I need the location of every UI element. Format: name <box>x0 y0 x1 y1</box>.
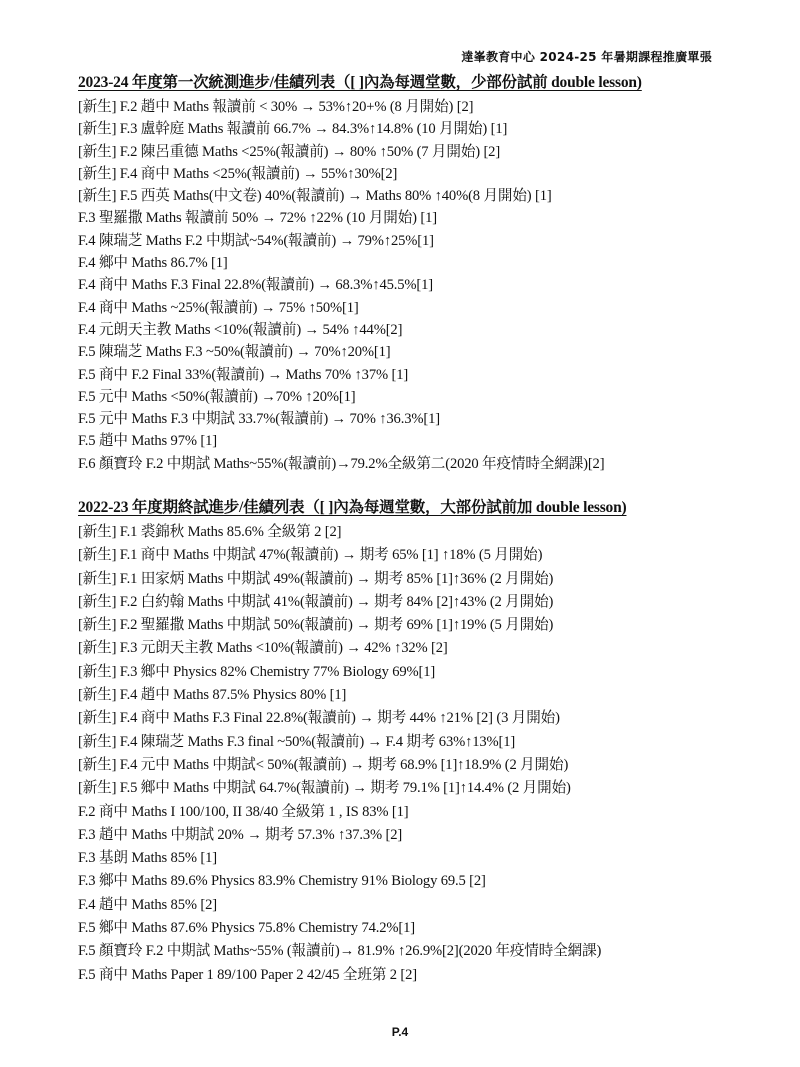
result-row: F.3 鄉中 Maths 89.6% Physics 83.9% Chemistry 91% Biology 69.5 [2] <box>78 873 486 890</box>
result-row: F.5 陳瑞芝 Maths F.3 ~50%(報讀前) → 70%↑20%[1] <box>78 344 391 361</box>
result-row: F.5 鄉中 Maths 87.6% Physics 75.8% Chemistry 74.2%[1] <box>78 920 415 937</box>
section-title: 2022-23 年度期終試進步/佳績列表（[ ]內為每週堂數，大部份試前加 double lesson) <box>78 499 627 516</box>
result-row: F.2 商中 Maths I 100/100, II 38/40 全級第 1 , IS 83% [1] <box>78 803 409 820</box>
result-row: F.3 趙中 Maths 中期試 20% → 期考 57.3% ↑37.3% [2] <box>78 826 403 843</box>
result-row: [新生] F.1 商中 Maths 中期試 47%(報讀前) → 期考 65% [1] ↑18% (5 月開始) <box>78 547 543 564</box>
section-title: 2023-24 年度第一次統測進步/佳績列表（[ ]內為每週堂數，少部份試前 double lesson) <box>78 74 642 91</box>
result-row: F.5 顏寶玲 F.2 中期試 Maths~55% (報讀前)→ 81.9% ↑26.9%[2](2020 年疫情時全網課) <box>78 943 602 960</box>
result-row: [新生] F.4 商中 Maths F.3 Final 22.8%(報讀前) → 期考 44% ↑21% [2] (3 月開始) <box>78 710 560 727</box>
result-row: F.4 商中 Maths ~25%(報讀前) → 75% ↑50%[1] <box>78 299 359 316</box>
result-row: [新生] F.3 盧幹庭 Maths 報讀前 66.7% → 84.3%↑14.8% (10 月開始) [1] <box>78 121 508 138</box>
result-row: F.5 商中 Maths Paper 1 89/100 Paper 2 42/45 全班第 2 [2] <box>78 966 417 983</box>
result-row: F.6 顏寶玲 F.2 中期試 Maths~55%(報讀前)→79.2%全級第二(2020 年疫情時全網課)[2] <box>78 455 605 472</box>
result-row: [新生] F.3 鄉中 Physics 82% Chemistry 77% Biology 69%[1] <box>78 663 436 680</box>
result-row: [新生] F.5 鄉中 Maths 中期試 64.7%(報讀前) → 期考 79.1% [1]↑14.4% (2 月開始) <box>78 780 571 797</box>
section-2022-23 <box>78 495 718 987</box>
result-row: [新生] F.2 趙中 Maths 報讀前 < 30% → 53%↑20+% (8 月開始) [2] <box>78 99 474 115</box>
result-row: [新生] F.5 西英 Maths(中文卷) 40%(報讀前) → Maths 80% ↑40%(8 月開始) [1] <box>78 188 552 205</box>
result-row: [新生] F.4 商中 Maths <25%(報讀前) → 55%↑30%[2] <box>78 165 398 182</box>
result-row: F.5 元中 Maths <50%(報讀前) →70% ↑20%[1] <box>78 388 356 405</box>
results-list <box>78 521 718 987</box>
result-row: [新生] F.2 陳呂重德 Maths <25%(報讀前) → 80% ↑50% (7 月開始) [2] <box>78 143 501 160</box>
result-row: F.4 鄉中 Maths 86.7% [1] <box>78 255 228 272</box>
result-row: F.3 基朗 Maths 85% [1] <box>78 850 217 867</box>
result-row: F.4 元朗天主教 Maths <10%(報讀前) → 54% ↑44%[2] <box>78 321 403 338</box>
result-row: F.4 商中 Maths F.3 Final 22.8%(報讀前) → 68.3%↑45.5%[1] <box>78 277 433 294</box>
result-row: [新生] F.1 田家炳 Maths 中期試 49%(報讀前) → 期考 85% [1]↑36% (2 月開始) <box>78 570 554 587</box>
result-row: F.5 趙中 Maths 97% [1] <box>78 433 217 450</box>
section-2023-24 <box>78 70 718 475</box>
result-row: [新生] F.3 元朗天主教 Maths <10%(報讀前) → 42% ↑32% [2] <box>78 640 448 657</box>
result-row: F.4 趙中 Maths 85% [2] <box>78 896 217 913</box>
result-row: [新生] F.2 聖羅撒 Maths 中期試 50%(報讀前) → 期考 69% [1]↑19% (5 月開始) <box>78 617 554 634</box>
result-row: [新生] F.4 趙中 Maths 87.5% Physics 80% [1] <box>78 687 347 704</box>
result-row: F.4 陳瑞芝 Maths F.2 中期試~54%(報讀前) → 79%↑25%[1] <box>78 232 434 249</box>
result-row: [新生] F.2 白約翰 Maths 中期試 41%(報讀前) → 期考 84% [2]↑43% (2 月開始) <box>78 593 554 610</box>
results-list <box>78 96 718 475</box>
result-row: [新生] F.1 裘錦秋 Maths 85.6% 全級第 2 [2] <box>78 524 342 540</box>
result-row: [新生] F.4 陳瑞芝 Maths F.3 final ~50%(報讀前) → F.4 期考 63%↑13%[1] <box>78 733 516 750</box>
header-org-title: 達峯教育中心 2024-25 年暑期課程推廣單張 <box>461 50 712 64</box>
result-row: F.5 商中 F.2 Final 33%(報讀前) → Maths 70% ↑37% [1] <box>78 366 409 383</box>
result-row: F.3 聖羅撒 Maths 報讀前 50% → 72% ↑22% (10 月開始) [1] <box>78 210 437 227</box>
result-row: F.5 元中 Maths F.3 中期試 33.7%(報讀前) → 70% ↑36.3%[1] <box>78 411 440 428</box>
result-row: [新生] F.4 元中 Maths 中期試< 50%(報讀前) → 期考 68.9% [1]↑18.9% (2 月開始) <box>78 756 569 773</box>
page-number: P.4 <box>391 1025 409 1039</box>
